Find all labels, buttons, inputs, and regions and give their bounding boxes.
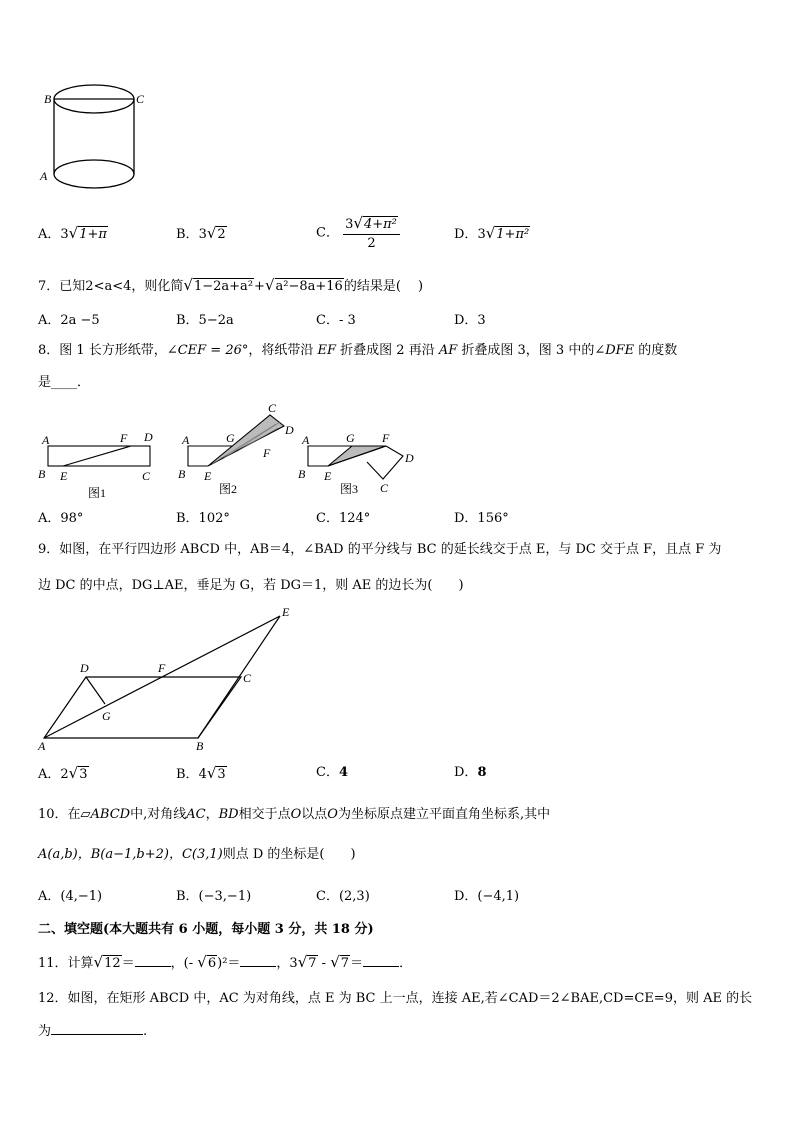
label-A: A [40,169,48,183]
svg-text:B: B [196,739,204,753]
q11-blank-1[interactable] [135,952,171,967]
svg-text:B: B [178,467,186,481]
q8-option-b[interactable]: B．102° [176,511,230,526]
q9-option-d[interactable]: D．8 [454,765,487,780]
q9-option-a[interactable]: A．2√3 [38,764,88,782]
label-B: B [44,92,52,106]
q10-stem-line1: 10．在▱ABCD中,对角线AC，BD相交于点O以点O为坐标原点建立平面直角坐标系,其中 [38,807,551,822]
svg-text:F: F [263,446,271,460]
svg-text:A: A [182,433,190,447]
q11-blank-2[interactable] [240,952,276,967]
svg-text:G: G [226,431,235,445]
svg-text:F: F [120,431,128,445]
q8-stem-line2: 是____． [38,375,91,390]
q7-option-d[interactable]: D．3 [454,313,486,328]
svg-text:E: E [324,469,332,483]
q9-stem-line2: 边 DC 的中点，DG⊥AE，垂足为 G，若 DG＝1，则 AE 的边长为( ) [38,578,464,593]
q10-option-c[interactable]: C．(2,3) [316,889,370,904]
q9-stem-line1: 9．如图，在平行四边形 ABCD 中，AB＝4，∠BAD 的平分线与 BC 的延长线交于点 E，与 DC 交于点 F，且点 F 为 [38,542,722,557]
q6-option-d[interactable]: D．3√1+π² [454,224,530,242]
svg-text:E: E [282,605,290,619]
q12-stem-line2: 为 . [38,1020,774,1041]
section-heading-fill-in: 二、填空题(本大题共有 6 小题，每小题 3 分，共 18 分) [38,922,374,937]
svg-text:C: C [380,481,389,495]
q10-option-b[interactable]: B．(−3,−1) [176,889,252,904]
q6-option-b[interactable]: B．3√2 [176,224,226,242]
parallelogram-figure [36,602,306,754]
svg-text:F: F [158,661,166,675]
q7-option-b[interactable]: B．5−2a [176,313,234,328]
svg-text:E: E [60,469,68,483]
q8-folding-figures [34,400,434,502]
q10-stem-line2: A(a,b)，B(a−1,b+2)，C(3,1)则点 D 的坐标是( ) [38,847,356,862]
svg-text:图1: 图1 [88,486,107,500]
q10-option-d[interactable]: D．(−4,1) [454,889,520,904]
svg-text:A: A [38,739,46,753]
q8-option-a[interactable]: A．98° [38,511,84,526]
svg-text:C: C [142,469,151,483]
svg-text:B: B [298,467,306,481]
svg-text:图3: 图3 [340,482,359,496]
svg-text:A: A [302,433,310,447]
svg-text:D: D [80,661,89,675]
q8-option-c[interactable]: C．124° [316,511,371,526]
q12-stem-line1: 12．如图，在矩形 ABCD 中，AC 为对角线，点 E 为 BC 上一点，连接 AE,若∠CAD＝2∠BAE,CD=CE=9，则 AE 的长 [38,991,753,1006]
svg-text:E: E [204,469,212,483]
q8-option-d[interactable]: D．156° [454,511,509,526]
svg-text:D: D [405,451,414,465]
q12-blank[interactable] [51,1020,143,1035]
svg-text:F: F [382,431,390,445]
svg-text:B: B [38,467,46,481]
q9-option-b[interactable]: B．4√3 [176,764,226,782]
q10-option-a[interactable]: A．(4,−1) [38,889,103,904]
label-C: C [136,92,145,106]
svg-text:D: D [285,423,294,437]
svg-text:A: A [42,433,50,447]
svg-text:G: G [346,431,355,445]
svg-text:D: D [144,430,153,444]
svg-text:C: C [243,671,252,685]
q11-stem: 11．计算√12＝ ，(- √6)²＝ ，3√7 - √7＝ ． [38,953,413,971]
q7-option-a[interactable]: A．2a −5 [38,313,100,328]
svg-text:C: C [268,401,277,415]
svg-text:G: G [102,709,111,723]
q11-blank-3[interactable] [363,952,399,967]
cylinder-figure [36,82,146,194]
q6-option-a[interactable]: A．3√1+π [38,224,107,242]
q7-stem: 7．已知2<a<4，则化简√1−2a+a²+√a²−8a+16的结果是( ) [38,276,424,294]
q7-option-c[interactable]: C．- 3 [316,313,356,328]
q9-option-c[interactable]: C．4 [316,765,348,780]
q6-option-c[interactable]: C． $\frac{\text{3√4+π²}}{2}$ [316,214,400,253]
svg-text:图2: 图2 [219,482,238,496]
q8-stem-line1: 8．图 1 长方形纸带，∠CEF = 26°，将纸带沿 EF 折叠成图 2 再沿 AF 折叠成图 3，图 3 中的∠DFE 的度数 [38,343,678,358]
